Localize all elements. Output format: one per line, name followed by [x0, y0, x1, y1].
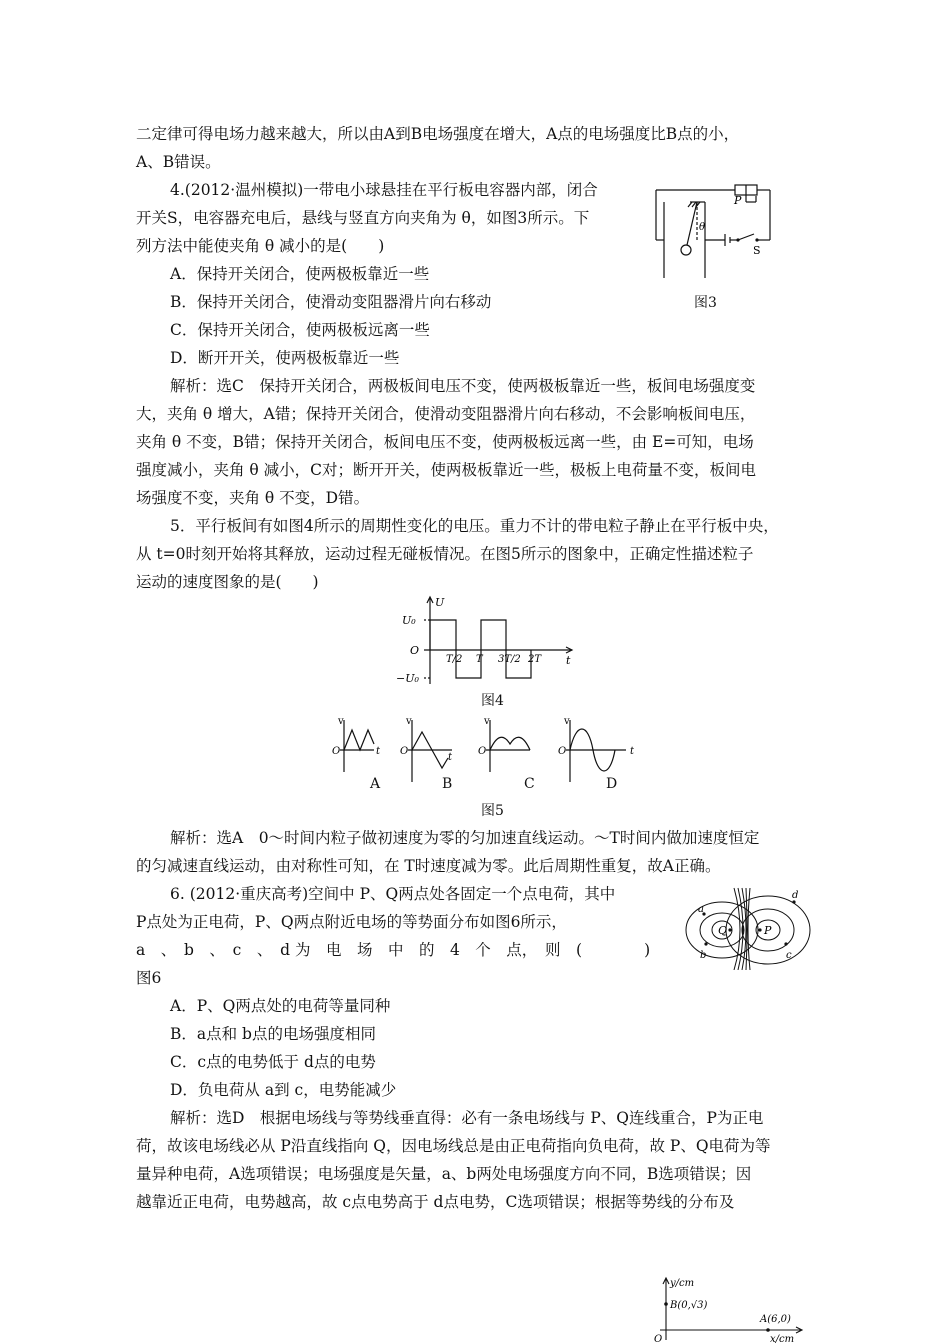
option-d: D．断开开关，使两极板靠近一些	[170, 349, 400, 367]
option-a: A．P、Q两点处的电荷等量同种	[170, 997, 391, 1015]
fig5-origin: O	[400, 746, 409, 757]
fig4-t-label: t	[566, 654, 571, 667]
text-line: 从 t=0时刻开始将其释放，运动过程无碰板情况。在图5所示的图象中，正确定性描述粒子	[136, 545, 754, 563]
text-line: 量异种电荷，A选项错误；电场强度是矢量，a、b两处电场强度方向不同，B选项错误；因	[136, 1165, 752, 1183]
analysis-5: 解析：选A 0～时间内粒子做初速度为零的匀加速直线运动。～T时间内做加速度恒定	[170, 829, 760, 847]
coord-origin: O	[654, 1334, 663, 1344]
figure-3-caption: 图3	[694, 295, 717, 311]
fig4-tick: 3T/2	[498, 654, 521, 665]
fig5-origin: O	[332, 746, 341, 757]
fig6-label-c: c	[786, 950, 792, 961]
text-line: A、B错误。	[136, 153, 221, 171]
fig3-label-s: S	[753, 244, 761, 257]
fig5-t-label: t	[630, 746, 635, 757]
fig5-v-label: v	[406, 716, 412, 727]
fig5-option-c: C	[524, 776, 535, 792]
question-6: 6. (2012·重庆高考)空间中 P、Q两点处各固定一个点电荷，其中	[170, 885, 616, 903]
question-5: 5．平行板间有如图4所示的周期性变化的电压。重力不计的带电粒子静止在平行板中央，	[170, 517, 779, 535]
text-line: 图6	[136, 969, 162, 987]
fig4-tick: T/2	[446, 654, 463, 665]
fig4-u0-label: U₀	[402, 614, 416, 627]
fig5-origin: O	[478, 746, 487, 757]
option-b: B．保持开关闭合，使滑动变阻器滑片向右移动	[170, 293, 492, 311]
fig5-origin: O	[558, 746, 567, 757]
fig6-label-p: P	[764, 924, 772, 937]
text-line: 越靠近正电荷，电势越高，故 c点电势高于 d点电势，C选项错误；根据等势线的分布及	[136, 1193, 735, 1211]
fig5-v-label: v	[564, 716, 570, 727]
text-line: 荷，故该电场线必从 P沿直线指向 Q，因电场线总是由正电荷指向负电荷，故 P、Q电荷为等	[136, 1137, 771, 1155]
coord-x-label: x/cm	[770, 1334, 795, 1344]
fig3-label-theta: θ	[699, 222, 706, 233]
text-line: 夹角 θ 不变，B错；保持开关闭合，板间电压不变，使两极板远离一些，由 E=可知，电场	[136, 433, 754, 451]
text-line: 二定律可得电场力越来越大，所以由A到B电场强度在增大，A点的电场强度比B点的小，	[136, 125, 740, 143]
figure-3-circuit	[650, 180, 780, 285]
fig4-tick: 2T	[528, 654, 542, 665]
fig4-neg-u0-label: −U₀	[396, 672, 419, 685]
option-d: D．负电荷从 a到 c，电势能减少	[170, 1081, 397, 1099]
fig4-u-label: U	[435, 596, 445, 609]
text-line: 的匀减速直线运动，由对称性可知，在 T时速度减为零。此后周期性重复，故A正确。	[136, 857, 721, 875]
coordinate-figure	[650, 1272, 810, 1344]
text-line: 大，夹角 θ 增大，A错；保持开关闭合，使滑动变阻器滑片向右移动，不会影响板间电压，	[136, 405, 756, 423]
text-line: 列方法中能使夹角 θ 减小的是( )	[136, 237, 385, 255]
fig5-v-label: v	[484, 716, 490, 727]
fig3-label-p: P	[734, 194, 742, 207]
fig6-label-b: b	[700, 950, 707, 961]
fig5-option-a: A	[370, 776, 381, 792]
fig6-label-a: a	[698, 904, 704, 915]
fig5-v-label: v	[338, 716, 344, 727]
fig6-label-d: d	[792, 890, 799, 901]
fig5-option-d: D	[606, 776, 618, 792]
text-line: 场强度不变，夹角 θ 不变，D错。	[136, 489, 370, 507]
analysis-4: 解析：选C 保持开关闭合，两极板间电压不变，使两极板靠近一些，板间电场强度变	[170, 377, 756, 395]
fig4-origin: O	[410, 644, 420, 657]
option-c: C．c点的电势低于 d点的电势	[170, 1053, 376, 1071]
figure-6-equipotential	[678, 884, 818, 970]
fig5-t-label: t	[376, 746, 381, 757]
question-4: 4.(2012·温州模拟)一带电小球悬挂在平行板电容器内部，闭合	[170, 181, 598, 199]
fig4-tick: T	[476, 654, 483, 665]
fig6-label-q: Q	[718, 924, 728, 937]
coord-y-label: y/cm	[670, 1278, 695, 1289]
figure-5-caption: 图5	[481, 803, 504, 819]
option-a: A．保持开关闭合，使两极板靠近一些	[170, 265, 430, 283]
fig5-option-b: B	[442, 776, 453, 792]
text-line: 开关S，电容器充电后，悬线与竖直方向夹角为 θ，如图3所示。下	[136, 209, 590, 227]
coord-point-b: B(0,√3)	[670, 1300, 708, 1311]
analysis-6: 解析：选D 根据电场线与等势线垂直得：必有一条电场线与 P、Q连线重合，P为正电	[170, 1109, 764, 1127]
text-line: a 、 b 、 c 、 d 为 电 场 中 的 4 个 点， 则 ( )	[136, 941, 651, 959]
option-b: B．a点和 b点的电场强度相同	[170, 1025, 376, 1043]
figure-4-caption: 图4	[481, 693, 504, 709]
fig5-t-label: t	[448, 752, 453, 763]
text-line: 运动的速度图象的是( )	[136, 573, 319, 591]
coord-point-a: A(6,0)	[760, 1314, 791, 1325]
figure-4-voltage-graph	[380, 592, 580, 692]
text-line: 强度减小，夹角 θ 减小，C对；断开开关，使两极板靠近一些，极板上电荷量不变，板间电	[136, 461, 757, 479]
text-line: P点处为正电荷，P、Q两点附近电场的等势面分布如图6所示，	[136, 913, 567, 931]
option-c: C．保持开关闭合，使两极板远离一些	[170, 321, 430, 339]
